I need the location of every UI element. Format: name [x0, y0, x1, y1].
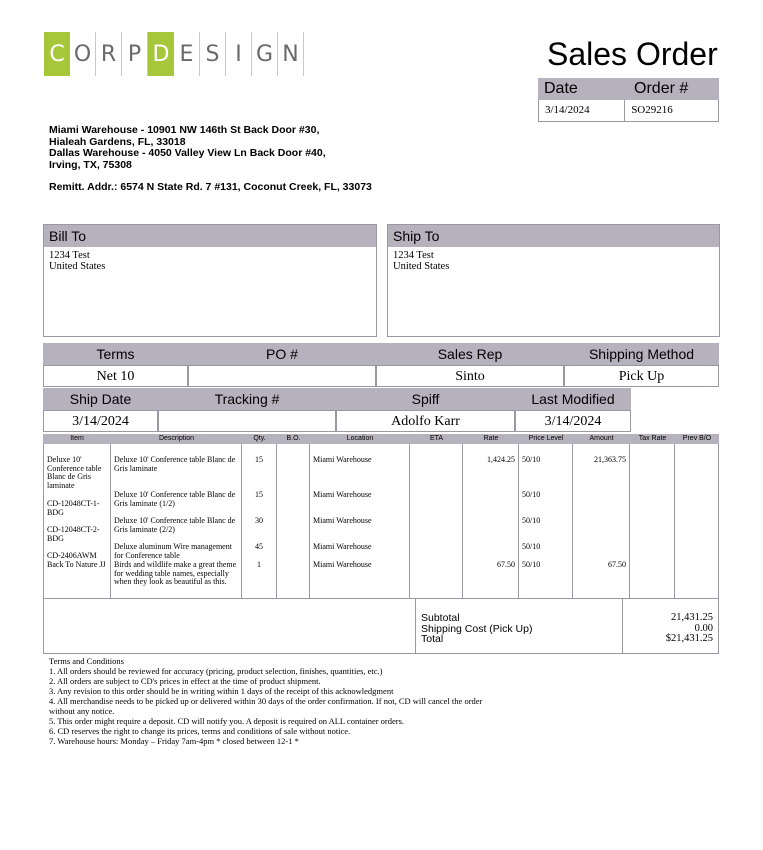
item-code: Deluxe 10' Conference table Blanc de Gris laminate	[47, 455, 102, 490]
item-price-level: 50/10	[522, 560, 541, 569]
col-header: Price Level	[528, 435, 564, 442]
spiff-label: Spiff	[411, 391, 440, 407]
backorder-column	[277, 444, 310, 598]
col-header: Tax Rate	[638, 435, 667, 442]
terms-label: Terms	[96, 346, 135, 362]
last-modified-value: 3/14/2024	[515, 410, 631, 432]
shipping-method-label: Shipping Method	[588, 346, 695, 362]
logo-letter: O	[70, 32, 96, 76]
ship-to-line: 1234 Test	[393, 250, 434, 261]
po-label: PO #	[266, 346, 298, 362]
order-number: SO29216	[631, 104, 673, 116]
logo-letter: R	[96, 32, 122, 76]
terms-line: 2. All orders are subject to CD's prices in effect at the time of product shipment.	[49, 676, 321, 686]
terms-line: 5. This order might require a deposit. CD will notify you. A deposit is required on ALL container orders.	[49, 716, 405, 726]
sales-rep-value: Sinto	[376, 365, 564, 387]
item-qty: 15	[255, 490, 263, 499]
order-date: 3/14/2024	[539, 100, 625, 121]
company-logo	[44, 32, 304, 76]
logo-letter: G	[252, 32, 278, 76]
item-price-level: 50/10	[522, 516, 541, 525]
tracking-label: Tracking #	[214, 391, 280, 407]
logo-letter: I	[226, 32, 252, 76]
logo-letter: D	[148, 32, 174, 76]
item-description: Birds and wildlife make a great theme for wedding table names, especially when they look as beautiful as this.	[114, 560, 237, 586]
ship-to-box	[387, 224, 720, 337]
item-location: Miami Warehouse	[313, 542, 372, 551]
item-price-level: 50/10	[522, 490, 541, 499]
item-description: Deluxe 10' Conference table Blanc de Gris laminate (1/2)	[114, 490, 236, 508]
col-header: B.O.	[286, 435, 301, 442]
bill-to-line: United States	[49, 261, 106, 272]
terms-line: 4. All merchandise needs to be picked up or delivered within 30 days of the order confirmation. If not, CD will cancel the order without any notice.	[49, 696, 483, 716]
item-rate: 1,424.25	[487, 455, 515, 464]
logo-letter: N	[278, 32, 304, 76]
terms-heading: Terms and Conditions	[49, 656, 124, 666]
remit-address: Remitt. Addr.: 6574 N State Rd. 7 #131, Coconut Creek, FL, 33073	[49, 181, 372, 193]
bill-to-line: 1234 Test	[49, 250, 90, 261]
ship-to-label: Ship To	[388, 225, 719, 247]
ship-date-row	[43, 388, 631, 432]
col-header: Qty.	[253, 435, 266, 442]
ship-date-label: Ship Date	[69, 391, 132, 407]
po-value	[188, 365, 376, 387]
date-label: Date	[544, 80, 578, 97]
item-qty: 1	[257, 560, 261, 569]
total-label: Total	[421, 633, 444, 645]
item-qty: 15	[255, 455, 263, 464]
item-description: Deluxe 10' Conference table Blanc de Gris laminate (2/2)	[114, 516, 236, 534]
sales-rep-label: Sales Rep	[437, 346, 503, 362]
col-header: Prev B/O	[682, 435, 712, 442]
item-price-level: 50/10	[522, 455, 541, 464]
address-line: Miami Warehouse - 10901 NW 146th St Back Door #30,	[49, 124, 320, 136]
totals-box	[43, 598, 719, 654]
logo-letter: P	[122, 32, 148, 76]
item-code: CD-12048CT-1-BDG	[47, 499, 100, 517]
item-code: CD-12048CT-2-BDG	[47, 525, 100, 543]
item-location: Miami Warehouse	[313, 455, 372, 464]
item-qty: 45	[255, 542, 263, 551]
item-description: Deluxe 10' Conference table Blanc de Gris laminate	[114, 455, 236, 473]
ship-to-line: United States	[393, 261, 450, 272]
item-location: Miami Warehouse	[313, 560, 372, 569]
address-line: Dallas Warehouse - 4050 Valley View Ln Back Door #40,	[49, 147, 326, 159]
item-price-level: 50/10	[522, 542, 541, 551]
terms-line: 6. CD reserves the right to change its prices, terms and conditions of sale without notice.	[49, 726, 351, 736]
item-rate: 67.50	[497, 560, 515, 569]
items-table	[43, 434, 719, 598]
shipping-method-value: Pick Up	[564, 365, 719, 387]
bill-to-label: Bill To	[44, 225, 376, 247]
subtotal-label: Subtotal	[421, 612, 460, 624]
col-header: Item	[70, 435, 84, 442]
shipping-cost-label: Shipping Cost (Pick Up)	[421, 622, 533, 635]
terms-line: 1. All orders should be reviewed for accuracy (pricing, product selection, finishes, quantities, etc.)	[49, 666, 383, 676]
item-code: Back To Nature JJ	[47, 560, 106, 569]
item-location: Miami Warehouse	[313, 490, 372, 499]
col-header: Description	[158, 435, 194, 442]
logo-letter: S	[200, 32, 226, 76]
bill-to-box	[43, 224, 377, 337]
item-code: CD-2406AWM	[47, 551, 97, 560]
eta-column	[410, 444, 463, 598]
shipping-cost-value: 0.00	[694, 622, 713, 634]
terms-line: 3. Any revision to this order should be in writing within 1 days of the receipt of this acknowledgment	[49, 686, 394, 696]
terms-line: 7. Warehouse hours: Monday – Friday 7am-4pm * closed between 12-1 *	[49, 736, 299, 746]
logo-letter: C	[44, 32, 70, 76]
prev-bo-column	[675, 444, 719, 598]
items-body	[43, 444, 719, 598]
address-line: Irving, TX, 75308	[49, 158, 132, 171]
terms-value: Net 10	[43, 365, 188, 387]
terms-row	[43, 343, 719, 387]
logo-letter: E	[174, 32, 200, 76]
warehouse-addresses	[49, 125, 326, 171]
terms-and-conditions	[49, 656, 489, 746]
col-header: Rate	[483, 435, 499, 442]
item-description: Deluxe aluminum Wire management for Conference table	[114, 542, 232, 560]
tracking-value	[158, 410, 336, 432]
tax-rate-column	[630, 444, 675, 598]
total-value: $21,431.25	[665, 633, 713, 644]
item-amount: 21,363.75	[594, 455, 626, 464]
subtotal-value: 21,431.25	[671, 612, 713, 623]
item-amount: 67.50	[608, 560, 626, 569]
item-location: Miami Warehouse	[313, 516, 372, 525]
document-title: Sales Order	[547, 36, 718, 72]
ship-date-value: 3/14/2024	[43, 410, 158, 432]
order-meta-table	[538, 78, 719, 122]
spiff-value: Adolfo Karr	[336, 410, 515, 432]
item-qty: 30	[255, 516, 263, 525]
col-header: Location	[346, 435, 374, 442]
address-line: Hialeah Gardens, FL, 33018	[49, 135, 186, 148]
last-modified-label: Last Modified	[531, 391, 615, 407]
col-header: ETA	[429, 435, 444, 442]
col-header: Amount	[589, 435, 614, 442]
order-number-label: Order #	[634, 80, 689, 97]
